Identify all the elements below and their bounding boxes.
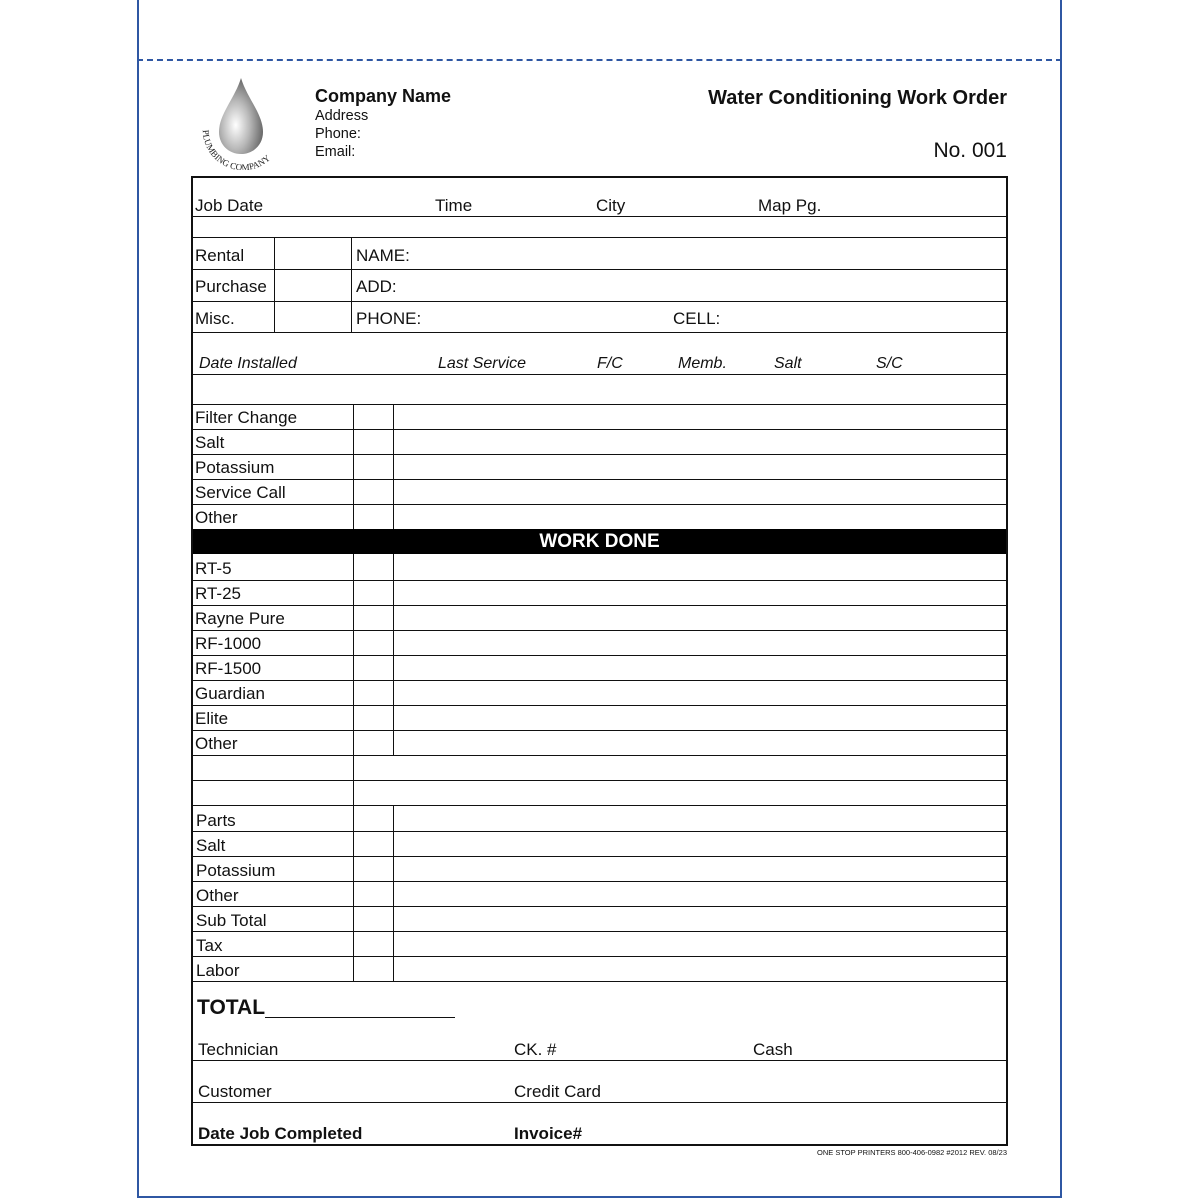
list-item: Other <box>195 734 238 753</box>
divider <box>193 332 1006 333</box>
divider <box>193 404 1006 405</box>
check-number-field[interactable]: CK. # <box>514 1040 557 1059</box>
list-item: Labor <box>196 961 240 980</box>
list-item: Sub Total <box>196 911 267 930</box>
company-phone-label: Phone: <box>315 126 361 142</box>
divider <box>193 454 1006 455</box>
divider <box>193 856 1006 857</box>
list-item: Other <box>196 886 239 905</box>
job-date-field[interactable]: Job Date <box>195 196 264 215</box>
divider <box>193 580 1006 581</box>
logo-text: PLUMBING COMPANY <box>200 129 273 170</box>
divider <box>193 780 1006 781</box>
list-item: Tax <box>196 936 223 955</box>
divider <box>353 755 354 805</box>
list-item: Other <box>195 508 238 527</box>
customer-address-field[interactable]: ADD: <box>356 277 397 296</box>
list-item: Guardian <box>195 684 265 703</box>
divider <box>193 504 1006 505</box>
company-address-label: Address <box>315 108 369 124</box>
water-drop-icon <box>195 74 287 170</box>
date-job-completed-field[interactable]: Date Job Completed <box>198 1124 363 1143</box>
company-email-label: Email: <box>315 144 356 160</box>
customer-phone-field[interactable]: PHONE: <box>356 309 422 328</box>
sc-field[interactable]: S/C <box>876 355 903 372</box>
salt-install-field[interactable]: Salt <box>774 355 802 372</box>
list-item: RT-5 <box>195 559 232 578</box>
divider <box>193 269 1006 270</box>
company-name: Company Name <box>315 86 452 106</box>
divider <box>193 906 1006 907</box>
date-installed-field[interactable]: Date Installed <box>199 355 297 372</box>
divider <box>193 1102 1006 1103</box>
divider <box>274 237 275 332</box>
technician-field[interactable]: Technician <box>198 1040 279 1059</box>
divider <box>393 554 394 755</box>
divider <box>193 237 1006 238</box>
list-item: Salt <box>195 433 225 452</box>
divider <box>193 981 1006 982</box>
total-input[interactable] <box>265 1017 455 1018</box>
divider <box>193 301 1006 302</box>
divider <box>193 216 1006 217</box>
memb-field[interactable]: Memb. <box>678 355 727 372</box>
divider <box>193 931 1006 932</box>
divider <box>193 479 1006 480</box>
divider <box>193 655 1006 656</box>
map-page-field[interactable]: Map Pg. <box>758 196 822 215</box>
divider <box>193 956 1006 957</box>
order-number: No. 001 <box>933 139 1007 162</box>
rental-label: Rental <box>195 246 245 265</box>
list-item: RF-1500 <box>195 659 262 678</box>
divider <box>193 680 1006 681</box>
divider <box>353 404 354 529</box>
customer-name-field[interactable]: NAME: <box>356 246 410 265</box>
customer-cell-field[interactable]: CELL: <box>673 309 721 328</box>
divider <box>193 831 1006 832</box>
divider <box>193 705 1006 706</box>
last-service-field[interactable]: Last Service <box>438 355 527 372</box>
divider <box>193 374 1006 375</box>
total-label: TOTAL <box>197 996 266 1019</box>
credit-card-field[interactable]: Credit Card <box>514 1082 601 1101</box>
divider <box>353 554 354 755</box>
divider <box>353 805 354 981</box>
divider <box>193 881 1006 882</box>
list-item: Parts <box>196 811 236 830</box>
page-title: Water Conditioning Work Order <box>708 87 1007 109</box>
list-item: Potassium <box>195 458 275 477</box>
company-logo <box>195 74 287 170</box>
list-item: Service Call <box>195 483 286 502</box>
divider <box>193 805 1006 806</box>
cash-field[interactable]: Cash <box>753 1040 793 1059</box>
divider <box>193 605 1006 606</box>
list-item: RT-25 <box>195 584 241 603</box>
fc-field[interactable]: F/C <box>597 355 623 372</box>
divider <box>193 730 1006 731</box>
list-item: RF-1000 <box>195 634 262 653</box>
time-field[interactable]: Time <box>435 196 473 215</box>
invoice-field[interactable]: Invoice# <box>514 1124 583 1143</box>
list-item: Filter Change <box>195 408 298 427</box>
work-done-banner: WORK DONE <box>193 529 1006 554</box>
divider <box>193 755 1006 756</box>
divider <box>393 404 394 529</box>
divider <box>393 805 394 981</box>
list-item: Rayne Pure <box>195 609 285 628</box>
list-item: Potassium <box>196 861 276 880</box>
perforation-line <box>137 59 1062 61</box>
list-item: Salt <box>196 836 226 855</box>
divider <box>193 630 1006 631</box>
divider <box>351 237 352 332</box>
city-field[interactable]: City <box>596 196 626 215</box>
divider <box>193 1060 1006 1061</box>
divider <box>193 429 1006 430</box>
work-order-form <box>191 176 1008 1146</box>
purchase-label: Purchase <box>195 277 267 296</box>
customer-signature-field[interactable]: Customer <box>198 1082 272 1101</box>
printer-footer: ONE STOP PRINTERS 800-406-0982 #2012 REV. 08/23 <box>817 1148 1007 1157</box>
list-item: Elite <box>195 709 229 728</box>
misc-label: Misc. <box>195 309 235 328</box>
